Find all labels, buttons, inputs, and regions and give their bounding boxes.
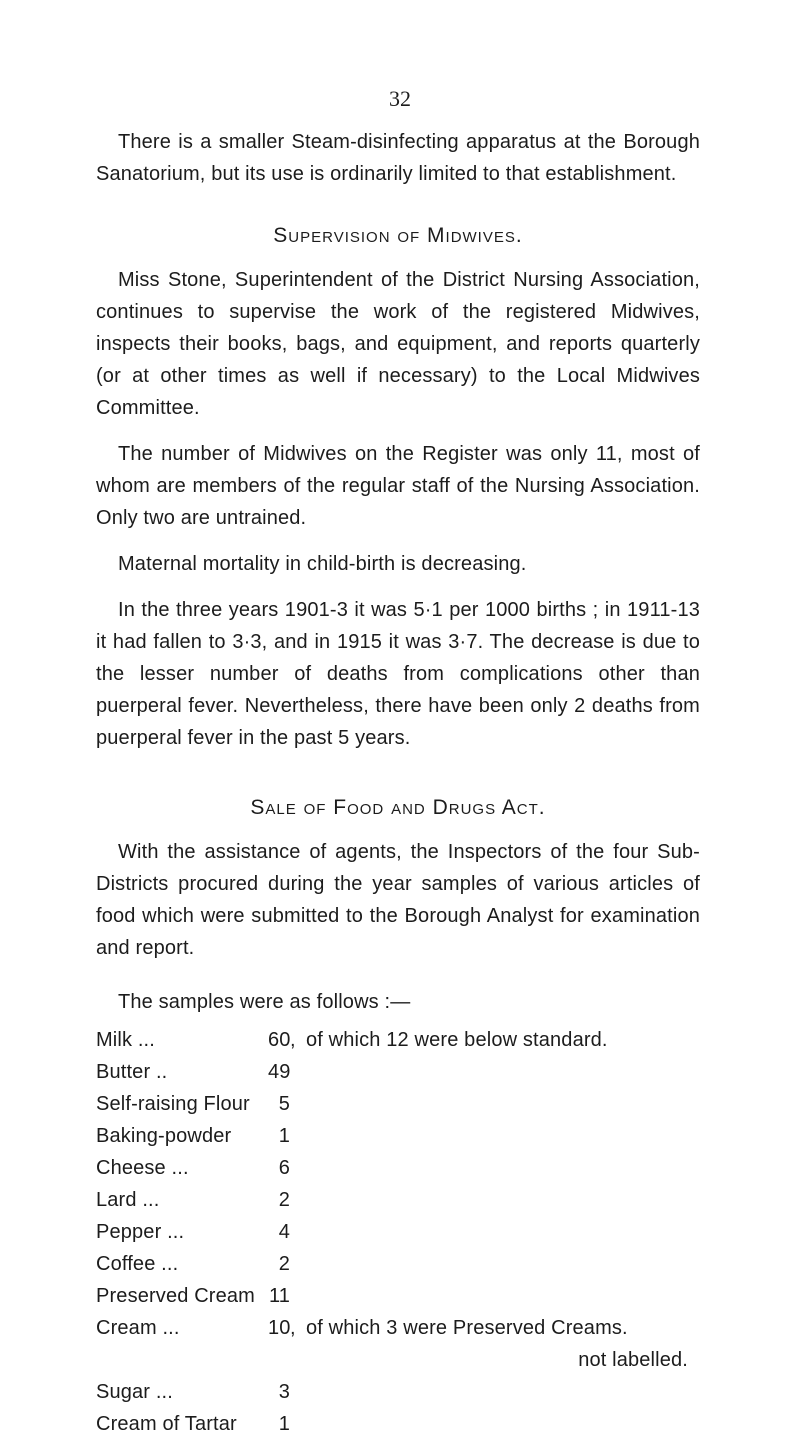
sample-count: 4 <box>278 1221 290 1243</box>
sample-item-name: Sugar ... <box>96 1381 173 1403</box>
list-item <box>96 1056 700 1088</box>
samples-list <box>96 1024 700 1440</box>
sample-count: 2 <box>278 1253 290 1275</box>
sample-item-name: Cheese ... <box>96 1157 189 1179</box>
sample-item-name: Preserved Cream <box>96 1285 255 1307</box>
sample-item-name: Coffee ... <box>96 1253 179 1275</box>
list-item <box>96 1024 700 1056</box>
paragraph-miss-stone: Miss Stone, Superintendent of the District Nursing Association, continues to supervise the work of the registered Midwives, inspects their books, bags, and equipment, and reports quarterly (or at other times as well if necessary) to the Local Midwives Committee. <box>96 269 700 419</box>
paragraph-midwives-register: The number of Midwives on the Register was only 11, most of whom are members of the regular staff of the Nursing Association. Only two are untrained. <box>96 443 700 529</box>
heading-sale-of-food-and-drugs-act: Sale of Food and Drugs Act. <box>250 796 546 819</box>
sample-count: 1 <box>278 1125 290 1147</box>
sample-count: 2 <box>278 1189 290 1211</box>
sample-count: 5 <box>278 1093 290 1115</box>
sample-item-name: Baking-powder <box>96 1125 232 1147</box>
sample-count: 49 <box>268 1061 291 1083</box>
paragraph-steam-disinfecting: There is a smaller Steam-disinfecting apparatus at the Borough Sanatorium, but its use is ordinarily limited to that establishment. <box>96 131 700 185</box>
list-item <box>96 1376 700 1408</box>
sample-note-line1: of which 3 were Preserved Creams. <box>306 1317 628 1339</box>
list-item <box>96 1312 700 1376</box>
page-number: 32 <box>389 86 411 111</box>
list-item <box>96 1408 700 1440</box>
paragraph-maternal-mortality: Maternal mortality in child-birth is decreasing. <box>118 553 527 575</box>
sample-count: 11 <box>268 1285 290 1307</box>
paragraph-samples-intro: The samples were as follows :— <box>118 991 411 1013</box>
sample-comma: , <box>290 1029 296 1051</box>
list-item <box>96 1152 700 1184</box>
sample-count: 10 <box>268 1317 291 1339</box>
sample-item-name: Self-raising Flour <box>96 1093 250 1115</box>
sample-note: of which 12 were below standard. <box>306 1029 608 1051</box>
sample-note-line2: not labelled. <box>578 1349 688 1371</box>
list-item <box>96 1248 700 1280</box>
sample-count: 1 <box>278 1413 290 1435</box>
sample-count: 6 <box>278 1157 290 1179</box>
sample-count: 3 <box>278 1381 290 1403</box>
list-item <box>96 1088 700 1120</box>
list-item <box>96 1120 700 1152</box>
heading-supervision-of-midwives: Supervision of Midwives. <box>273 224 523 247</box>
list-item <box>96 1216 700 1248</box>
sample-item-name: Butter .. <box>96 1061 168 1083</box>
paragraph-inspectors-samples: With the assistance of agents, the Inspectors of the four Sub-Districts procured during the year samples of various articles of food which were submitted to the Borough Analyst for examination and report. <box>96 841 700 959</box>
sample-item-name: Lard ... <box>96 1189 160 1211</box>
sample-count: 60 <box>268 1029 291 1051</box>
list-item <box>96 1184 700 1216</box>
document-body <box>96 126 700 1440</box>
sample-note <box>300 1312 688 1376</box>
sample-item-name: Cream of Tartar <box>96 1413 237 1435</box>
sample-item-name: Milk ... <box>96 1029 155 1051</box>
sample-item-name: Cream ... <box>96 1317 180 1339</box>
sample-item-name: Pepper ... <box>96 1221 185 1243</box>
list-item <box>96 1280 700 1312</box>
sample-comma: , <box>290 1317 296 1339</box>
paragraph-mortality-rates: In the three years 1901-3 it was 5·1 per 1000 births ; in 1911-13 it had fallen to 3·3, and in 1915 it was 3·7. The decrease is due to the lesser number of deaths from complications other than puerperal fever. Nevertheless, there have been only 2 deaths from puerperal fever in the past 5 years. <box>96 599 700 749</box>
